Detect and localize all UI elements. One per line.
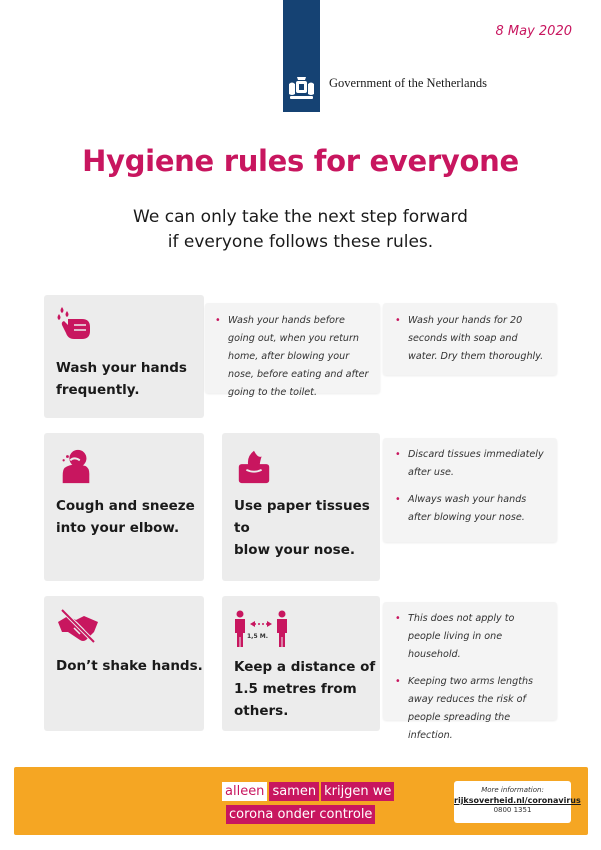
rule-label-line: others. [234,703,289,719]
campaign-slogan [222,782,396,826]
organisation-name: Government of the Netherlands [329,76,487,90]
rule-label-line: Wash your hands [56,360,187,376]
no-handshake-icon [56,608,100,644]
tissue-box-icon [234,447,274,485]
slogan-row-2 [226,805,396,826]
slogan-line-2: corona onder controle [226,805,375,824]
rule-label-cough-elbow [56,495,195,539]
rule-card-keep-distance [222,596,380,731]
subtitle-line-2: if everyone follows these rules. [167,232,434,252]
rule-label-line: Keep a distance of [234,659,376,675]
rule-label-keep-distance [234,656,375,722]
note-item: • Always wash your hands after blowing your nose. [395,491,549,527]
note-item: • Keeping two arms lengths away reduces the risk of people spreading the infection. [395,673,549,745]
social-distance-icon [234,610,288,650]
note-keep-distance [383,602,557,741]
rule-label-no-handshake: Don’t shake hands. [56,658,203,674]
note-wash-hands-when [205,303,380,398]
note-item: • Discard tissues immediately after use. [395,446,549,482]
rule-card-wash-hands [44,295,204,418]
rule-label-line: blow your nose. [234,542,355,558]
slogan-row-1 [222,782,396,803]
rule-label-line: 1.5 metres from [234,681,357,697]
coat-of-arms-icon [284,74,319,104]
distance-caption: 1,5 M. [247,633,268,640]
rule-label-wash-hands [56,357,187,401]
note-paper-tissues [383,438,557,542]
info-link[interactable]: rijksoverheid.nl/coronavirus [454,796,581,805]
info-label: More information: [481,786,544,794]
note-item: • This does not apply to people living in one household. [395,610,549,664]
date: 8 May 2020 [495,24,572,39]
subtitle-line-1: We can only take the next step forward [133,207,468,227]
info-phone: 0800 1351 [493,806,532,814]
note-item: • Wash your hands for 20 seconds with soap and water. Dry them thoroughly. [395,312,549,366]
rule-card-no-handshake [44,596,204,731]
page-subtitle [0,205,601,255]
rule-label-paper-tissues [234,495,380,561]
rule-label-line: Cough and sneeze [56,498,195,514]
page-title: Hygiene rules for everyone [82,144,519,178]
slogan-word-krijgen-we: krijgen we [321,782,394,801]
slogan-word-samen: samen [269,782,319,801]
rule-label-line: into your elbow. [56,520,180,536]
note-item: • Wash your hands before going out, when you return home, after blowing your nose, before eating and after going to the toilet. [215,312,372,402]
rule-card-paper-tissues [222,433,380,581]
more-information-box [454,781,581,823]
sneeze-into-elbow-icon [56,447,96,485]
rule-label-line: frequently. [56,382,140,398]
washing-hands-icon [56,305,96,341]
rule-label-line: Use paper tissues to [234,498,370,536]
rule-card-cough-elbow [44,433,204,581]
note-wash-hands-how [383,303,557,375]
slogan-word-alleen: alleen [222,782,267,801]
